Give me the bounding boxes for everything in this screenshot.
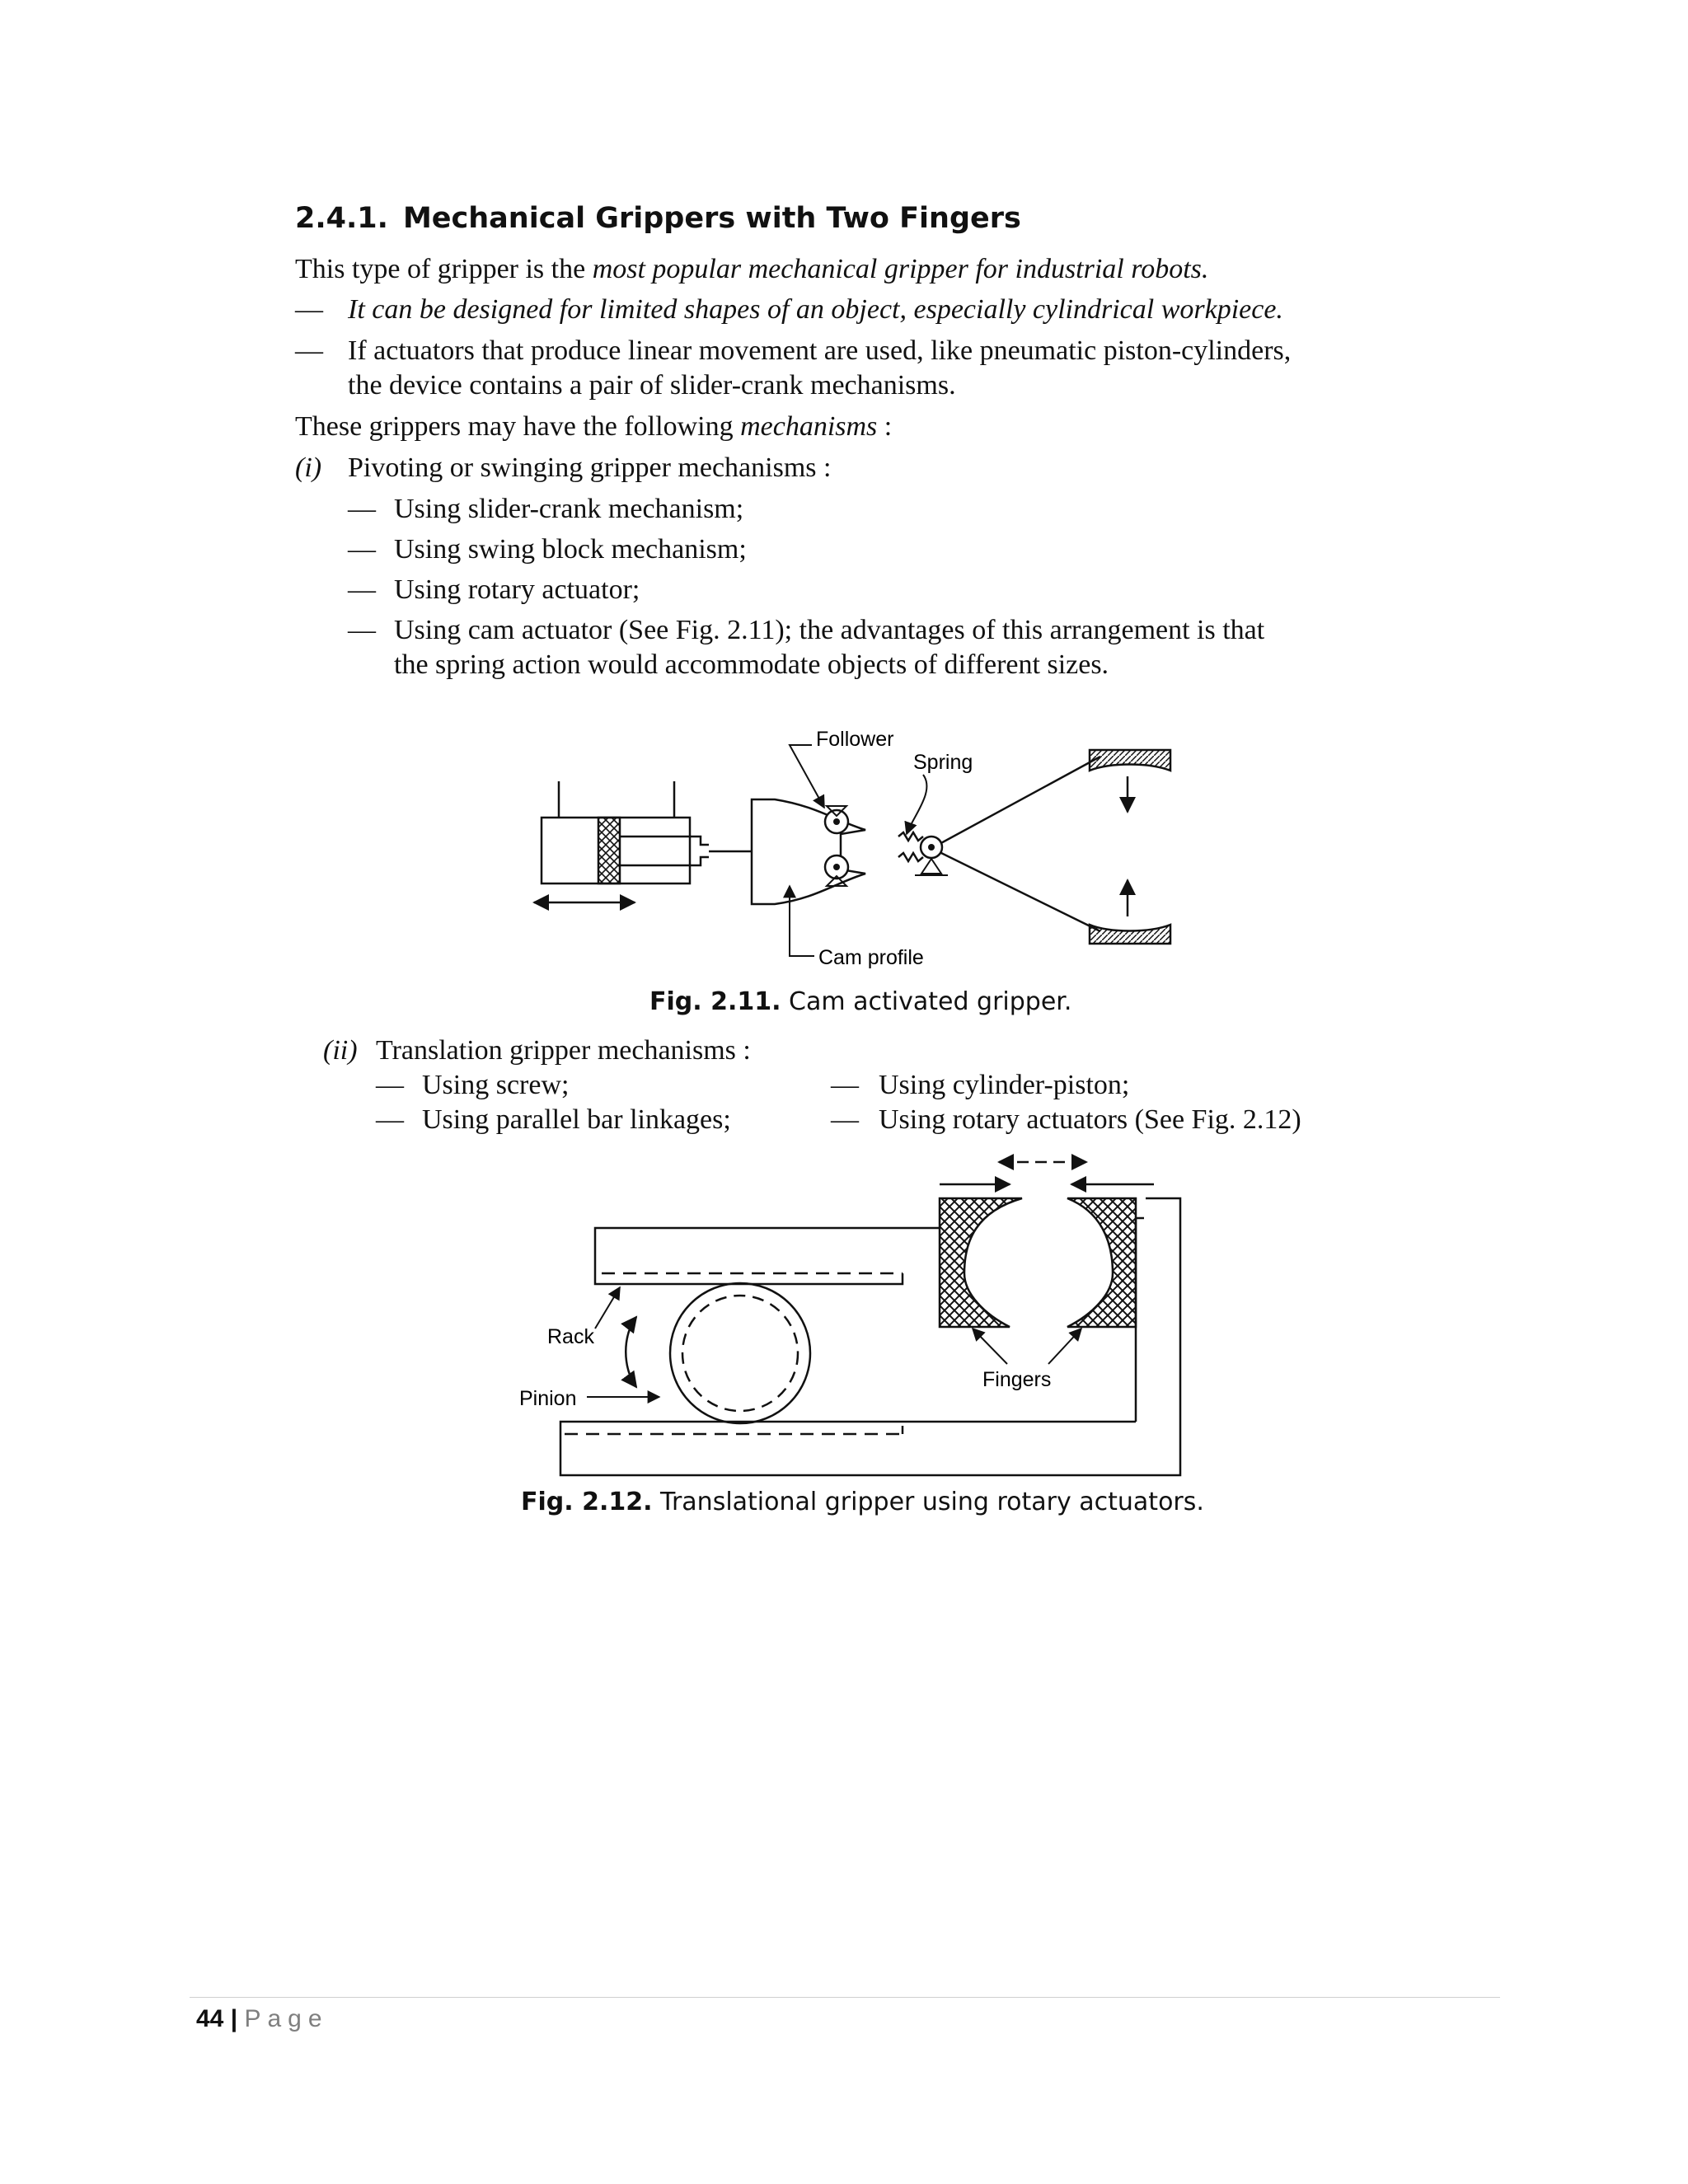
page-word: Page (244, 2005, 329, 2032)
label-pinion: Pinion (519, 1387, 577, 1410)
section-ii-text: Translation gripper mechanisms : (376, 1035, 751, 1066)
label-rack: Rack (547, 1325, 594, 1348)
section-ii-title (323, 1033, 751, 1068)
list-item-text: Using slider-crank mechanism; (394, 494, 744, 524)
figure-rack-pinion-gripper (511, 1146, 1203, 1483)
caption-label: Fig. 2.11. (649, 987, 781, 1016)
list-item-text: Using parallel bar linkages; (422, 1104, 731, 1135)
list-item (348, 532, 747, 567)
bullet-dash: — (295, 294, 323, 325)
mechanisms-intro (295, 410, 892, 444)
intro-emphasis: most popular mechanical gripper for industrial robots. (592, 254, 1209, 284)
figure-caption (649, 987, 1071, 1016)
list-dash: — (376, 1070, 404, 1100)
bullet-text: If actuators that produce linear movement are used, like pneumatic piston-cylinders, (348, 335, 1292, 366)
section-i-title (295, 451, 831, 485)
rack-top (595, 1228, 940, 1284)
intro-lead: This type of gripper is the (295, 254, 593, 284)
list-item (831, 1103, 1301, 1137)
list-item-text: Using cam actuator (See Fig. 2.11); the advantages of this arrangement is that (394, 615, 1265, 645)
finger-pad-bottom (1090, 925, 1170, 944)
bullet-continuation: the device contains a pair of slider-crank mechanisms. (348, 370, 956, 401)
figure-caption (521, 1488, 1204, 1516)
bullet-dash: — (295, 335, 323, 366)
list-item (831, 1068, 1129, 1103)
finger-left (940, 1198, 1022, 1327)
list-dash: — (376, 1104, 404, 1135)
list-item-text: Using cylinder-piston; (879, 1070, 1130, 1100)
list-item (376, 1103, 731, 1137)
caption-text: Translational gripper using rotary actuators. (652, 1488, 1204, 1516)
label-fingers: Fingers (982, 1368, 1052, 1391)
mechanisms-tail: : (877, 411, 893, 442)
label-follower: Follower (816, 728, 894, 751)
caption-text: Cam activated gripper. (781, 987, 1072, 1016)
piston-head (598, 818, 620, 883)
list-item-text: Using swing block mechanism; (394, 534, 747, 565)
section-heading (295, 202, 1021, 235)
page-number: 44 (196, 2005, 224, 2032)
section-i-text: Pivoting or swinging gripper mechanisms : (348, 452, 832, 483)
bullet-item (295, 293, 1283, 327)
finger-right (1067, 1198, 1136, 1327)
finger-pad-top (1090, 750, 1170, 771)
list-dash: — (348, 494, 376, 524)
label-cam-profile: Cam profile (818, 946, 924, 969)
list-dash: — (831, 1070, 859, 1100)
list-item-text: Using rotary actuator; (394, 574, 640, 605)
list-dash: — (348, 574, 376, 605)
cam-profile-shape (752, 799, 865, 904)
list-dash: — (831, 1104, 859, 1135)
figure-cam-gripper (528, 717, 1203, 972)
footer-divider (190, 1997, 1500, 1998)
footer-separator: | (223, 2005, 245, 2032)
pinion-gear (670, 1283, 810, 1423)
list-dash: — (348, 615, 376, 645)
list-item (348, 573, 640, 607)
section-title: Mechanical Grippers with Two Fingers (402, 202, 1021, 235)
mechanisms-emphasis: mechanisms (740, 411, 878, 442)
section-ii-marker: (ii) (323, 1035, 358, 1066)
list-item (348, 613, 1264, 648)
bullet-text: It can be designed for limited shapes of an object, especially cylindrical workpiece. (348, 294, 1283, 325)
section-number: 2.4.1. (295, 202, 388, 235)
list-item-continuation: the spring action would accommodate objects of different sizes. (394, 649, 1109, 680)
intro-paragraph (295, 252, 1208, 287)
section-i-marker: (i) (295, 452, 322, 483)
list-item (376, 1068, 569, 1103)
list-item-text: Using screw; (422, 1070, 570, 1100)
bullet-item (295, 334, 1291, 368)
label-spring: Spring (913, 751, 973, 774)
list-dash: — (348, 534, 376, 565)
list-item-text: Using rotary actuators (See Fig. 2.12) (879, 1104, 1301, 1135)
page-footer (196, 2005, 329, 2033)
caption-label: Fig. 2.12. (521, 1488, 653, 1516)
mechanisms-lead: These grippers may have the following (295, 411, 741, 442)
list-item (348, 492, 743, 527)
